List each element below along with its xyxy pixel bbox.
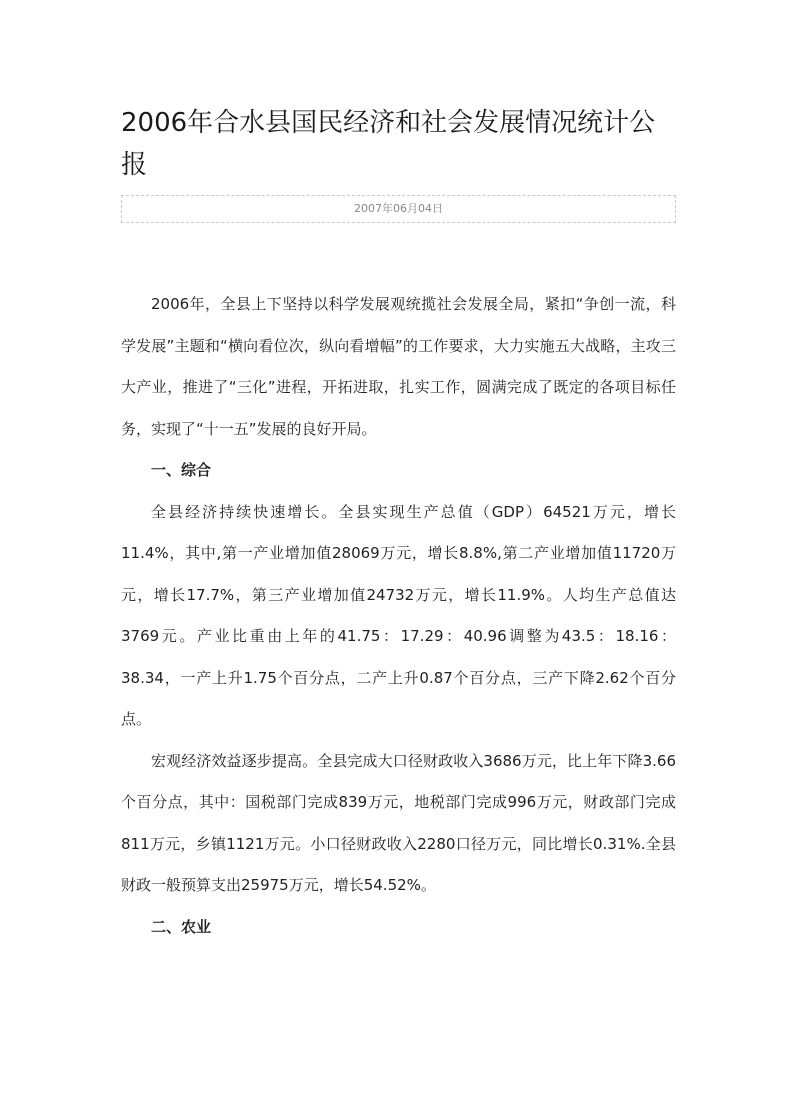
publish-date: 2007年06月04日 [121,195,676,223]
economy-paragraph: 全县经济持续快速增长。全县实现生产总值（GDP）64521万元，增长11.4%，其中,第一产业增加值28069万元，增长8.8%,第二产业增加值11720万元，增长17.7%，第三产业增加值24732万元，增长11.9%。人均生产总值达3769元。产业比重由上年的41.75：17.29：40.96调整为43.5：18.16：38.34，一产上升1.75个百分点，二产上升0.87个百分点，三产下降2.62个百分点。 [121,502,676,728]
article [121,0,676,948]
page-title: 2006年合水县国民经济和社会发展情况统计公报 [121,108,656,180]
finance-paragraph: 宏观经济效益逐步提高。全县完成大口径财政收入3686万元，比上年下降3.66个百分点，其中：国税部门完成839万元，地税部门完成996万元，财政部门完成811万元，乡镇1121万元。小口径财政收入2280口径万元，同比增长0.31%.全县财政一般预算支出25975万元，增长54.52%。 [121,751,676,894]
article-body [121,284,676,948]
section-heading-overview: 一、综合 [151,461,212,479]
intro-paragraph: 2006年，全县上下坚持以科学发展观统揽社会发展全局，紧扣“争创一流，科学发展”主题和“横向看位次，纵向看增幅”的工作要求，大力实施五大战略，主攻三大产业，推进了“三化”进程，开拓进取，扎实工作，圆满完成了既定的各项目标任务，实现了“十一五”发展的良好开局。 [121,295,676,438]
section-heading-agriculture: 二、农业 [151,917,212,936]
